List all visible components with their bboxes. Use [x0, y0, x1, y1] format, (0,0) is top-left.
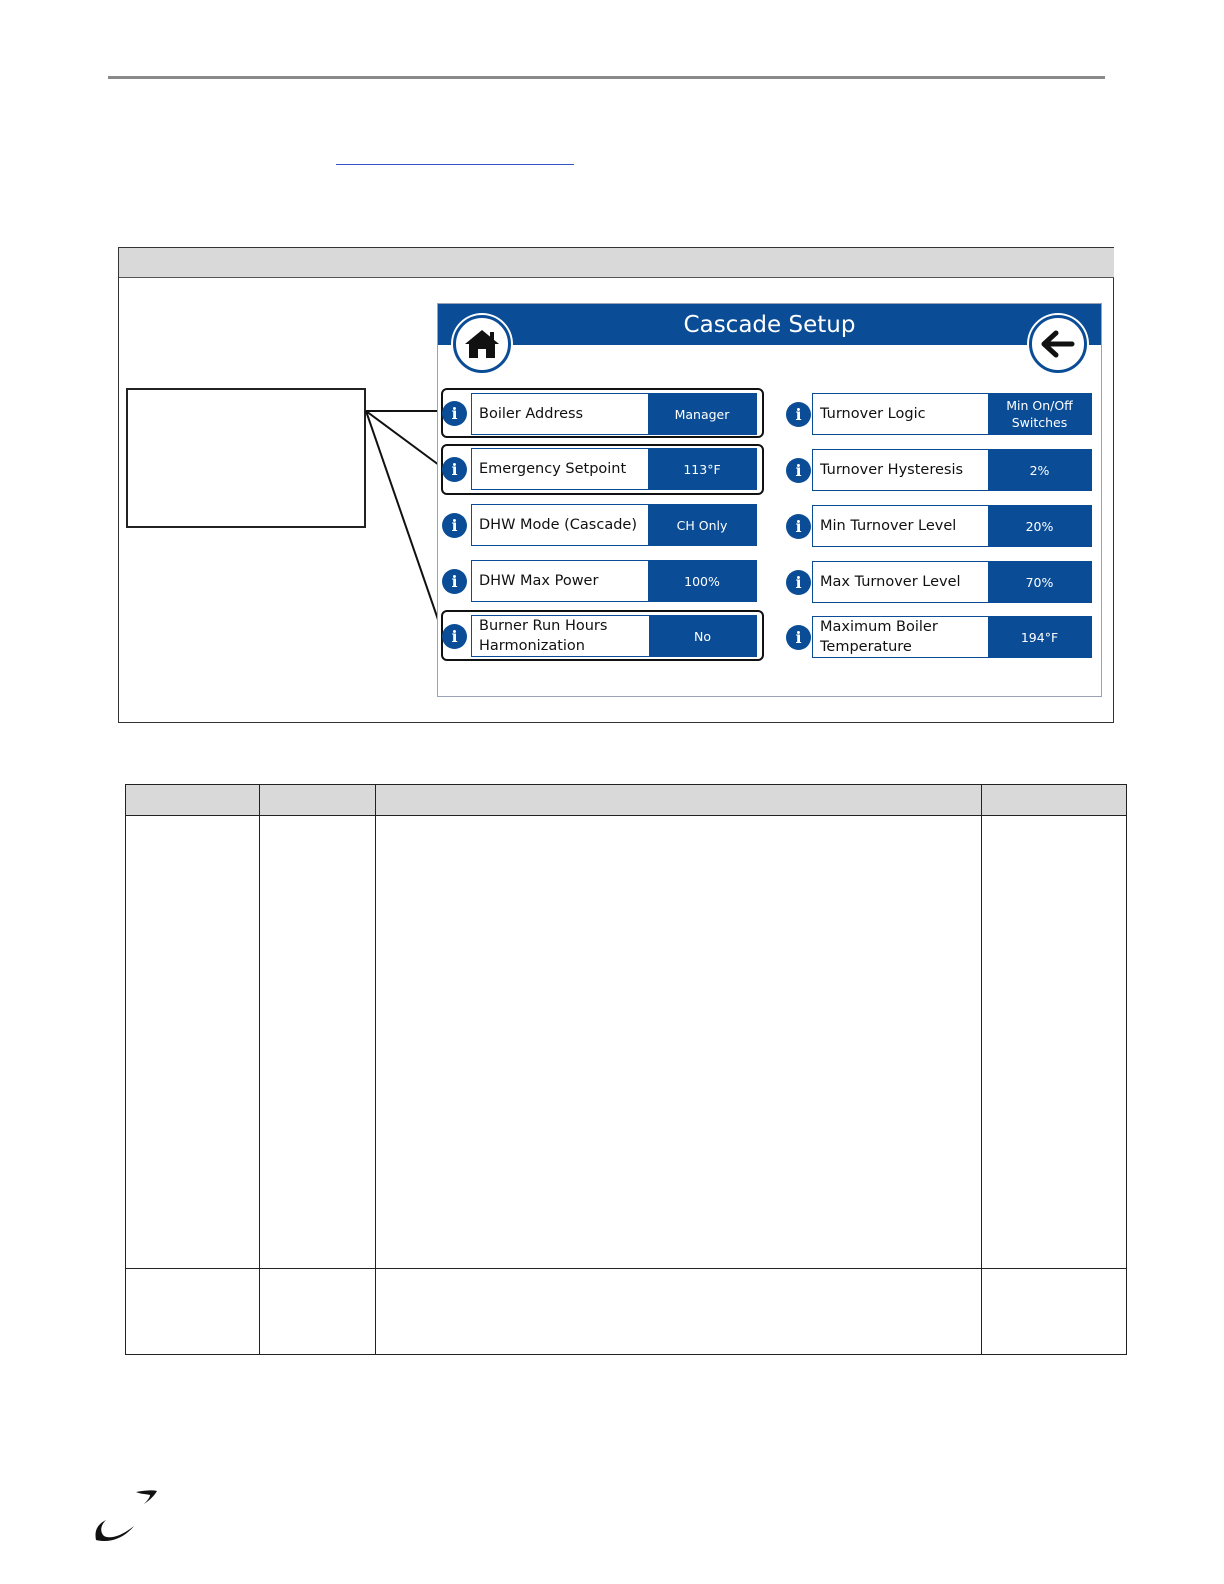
- setting-label: DHW Mode (Cascade): [479, 517, 637, 533]
- setting-min-turnover-level[interactable]: [812, 505, 1092, 547]
- setting-value[interactable]: Min On/Off Switches: [988, 394, 1091, 434]
- info-icon[interactable]: i: [442, 513, 467, 538]
- setting-value[interactable]: 20%: [988, 506, 1091, 546]
- setting-value[interactable]: 194°F: [988, 617, 1091, 657]
- setting-value[interactable]: 100%: [648, 561, 756, 601]
- home-icon: [463, 328, 501, 360]
- table-header-cell: [125, 784, 260, 816]
- setting-turnover-logic[interactable]: [812, 393, 1092, 435]
- parameter-table: [125, 784, 1127, 1355]
- info-icon[interactable]: i: [442, 457, 467, 482]
- setting-value[interactable]: Manager: [648, 394, 756, 434]
- setting-label: Boiler Address: [479, 406, 584, 422]
- table-header-cell: [375, 784, 982, 816]
- setting-burner-harmonization[interactable]: [471, 615, 757, 657]
- setting-value[interactable]: 70%: [988, 562, 1091, 602]
- setting-label: Turnover Logic: [820, 406, 926, 422]
- setting-emergency-setpoint[interactable]: [471, 448, 757, 490]
- setting-label: Turnover Hysteresis: [820, 462, 964, 478]
- table-cell: [259, 815, 376, 1269]
- arrow-left-icon: [1041, 329, 1075, 359]
- info-icon[interactable]: i: [786, 625, 811, 650]
- info-icon[interactable]: i: [786, 570, 811, 595]
- home-button[interactable]: [453, 315, 511, 373]
- table-cell: [259, 1268, 376, 1355]
- info-icon[interactable]: i: [442, 624, 467, 649]
- setting-label: Burner Run Hours Harmonization: [479, 618, 608, 654]
- info-icon[interactable]: i: [786, 514, 811, 539]
- setting-turnover-hysteresis[interactable]: [812, 449, 1092, 491]
- setting-dhw-max-power[interactable]: [471, 560, 757, 602]
- table-cell: [375, 815, 982, 1269]
- setting-boiler-address[interactable]: [471, 393, 757, 435]
- back-button[interactable]: [1029, 315, 1087, 373]
- brand-logo: [90, 1486, 162, 1546]
- info-icon[interactable]: i: [442, 401, 467, 426]
- table-header-cell: [981, 784, 1127, 816]
- setting-dhw-mode[interactable]: [471, 504, 757, 546]
- table-cell: [125, 1268, 260, 1355]
- info-icon[interactable]: i: [786, 402, 811, 427]
- table-header-cell: [259, 784, 376, 816]
- table-cell: [375, 1268, 982, 1355]
- table-cell: [981, 815, 1127, 1269]
- setting-label: Emergency Setpoint: [479, 461, 627, 477]
- setting-max-turnover-level[interactable]: [812, 561, 1092, 603]
- setting-value[interactable]: 113°F: [648, 449, 756, 489]
- setting-label: Max Turnover Level: [820, 574, 961, 590]
- setting-value[interactable]: CH Only: [648, 505, 756, 545]
- info-icon[interactable]: i: [442, 569, 467, 594]
- setting-label: Maximum Boiler Temperature: [820, 619, 938, 655]
- setting-label: Min Turnover Level: [820, 518, 957, 534]
- setting-label: DHW Max Power: [479, 573, 599, 589]
- table-cell: [981, 1268, 1127, 1355]
- info-icon[interactable]: i: [786, 458, 811, 483]
- table-cell: [125, 815, 260, 1269]
- setting-value[interactable]: No: [649, 616, 756, 656]
- setting-value[interactable]: 2%: [988, 450, 1091, 490]
- setting-maximum-boiler-temperature[interactable]: [812, 616, 1092, 658]
- screen-title: Cascade Setup: [683, 312, 856, 338]
